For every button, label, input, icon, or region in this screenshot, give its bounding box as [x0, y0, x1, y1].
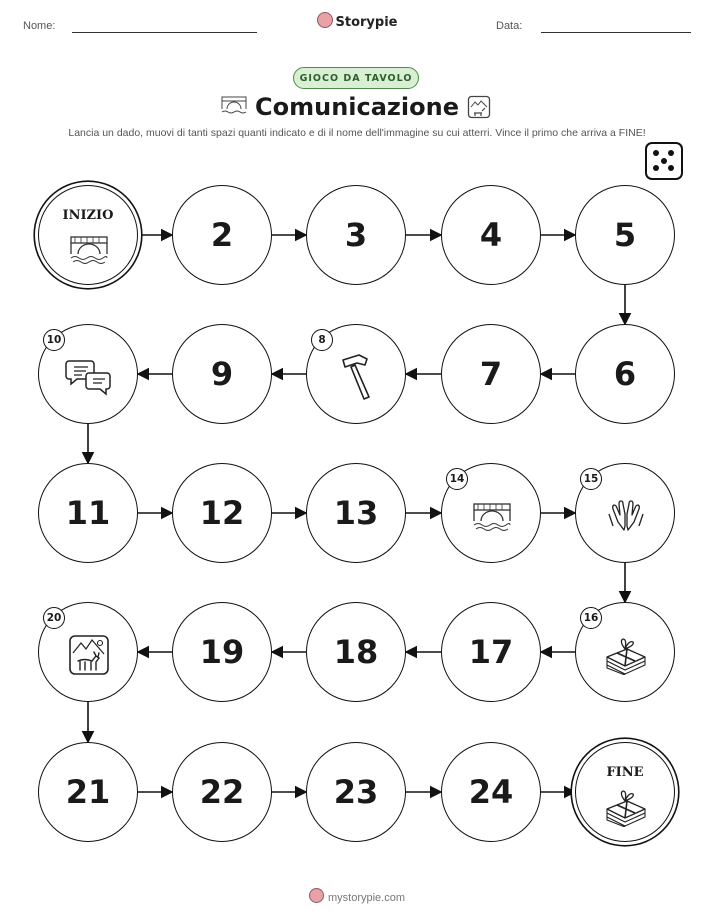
open-hands-icon [603, 498, 649, 538]
space-23 [306, 742, 406, 842]
picture-space-14 [441, 463, 541, 563]
footer-url: mystorypie.com [327, 892, 406, 904]
hammer-icon [337, 351, 377, 407]
space-11 [38, 463, 138, 563]
space-21 [38, 742, 138, 842]
space-number: 2 [210, 216, 234, 254]
space-12 [172, 463, 272, 563]
space-4 [441, 185, 541, 285]
space-number: 9 [210, 355, 234, 393]
goat-picture-icon [67, 633, 111, 681]
space-number: 7 [479, 355, 503, 393]
space-number: 24 [468, 773, 514, 811]
space-number: 12 [199, 494, 245, 532]
start-space [38, 185, 138, 285]
pig-logo-icon [309, 888, 324, 903]
space-number: 19 [199, 633, 245, 671]
page-title: Comunicazione [255, 93, 459, 121]
instructions: Lancia un dado, muovi di tanti spazi quanti indicato e di il nome dell'immagine su cui atterri. Vince il primo che arriva a FINE! [68, 127, 646, 139]
space-number: 3 [344, 216, 368, 254]
space-2 [172, 185, 272, 285]
category-badge: GIOCO DA TAVOLO [293, 67, 419, 89]
space-number: 23 [333, 773, 379, 811]
space-number: 5 [613, 216, 637, 254]
picture-space-8 [306, 324, 406, 424]
picture-space-20 [38, 602, 138, 702]
picture-space-10 [38, 324, 138, 424]
bridge-icon [472, 501, 512, 535]
space-18 [306, 602, 406, 702]
finish-space [575, 742, 675, 842]
space-number: 20 [43, 607, 65, 629]
space-3 [306, 185, 406, 285]
finish-label: FINE [606, 765, 644, 780]
space-number: 16 [580, 607, 602, 629]
speech-bubbles-icon [65, 357, 113, 401]
space-number: 6 [613, 355, 637, 393]
footer [0, 888, 714, 904]
picture-space-16 [575, 602, 675, 702]
space-17 [441, 602, 541, 702]
space-number: 15 [580, 468, 602, 490]
space-number: 13 [333, 494, 379, 532]
start-label: INIZIO [62, 208, 114, 223]
space-7 [441, 324, 541, 424]
name-label: Nome: [23, 20, 56, 32]
gift-papers-icon [603, 787, 649, 831]
space-number: 8 [311, 329, 333, 351]
space-5 [575, 185, 675, 285]
space-24 [441, 742, 541, 842]
space-13 [306, 463, 406, 563]
date-label: Data: [496, 20, 523, 32]
space-9 [172, 324, 272, 424]
space-number: 17 [468, 633, 514, 671]
space-19 [172, 602, 272, 702]
space-6 [575, 324, 675, 424]
space-number: 22 [199, 773, 245, 811]
space-number: 18 [333, 633, 379, 671]
gift-papers-icon [603, 635, 649, 679]
space-number: 21 [65, 773, 111, 811]
space-22 [172, 742, 272, 842]
picture-space-15 [575, 463, 675, 563]
brand-name: Storypie [335, 15, 398, 30]
space-number: 10 [43, 329, 65, 351]
space-number: 14 [446, 468, 468, 490]
space-number: 11 [65, 494, 111, 532]
space-number: 4 [479, 216, 503, 254]
bridge-icon [69, 234, 109, 268]
